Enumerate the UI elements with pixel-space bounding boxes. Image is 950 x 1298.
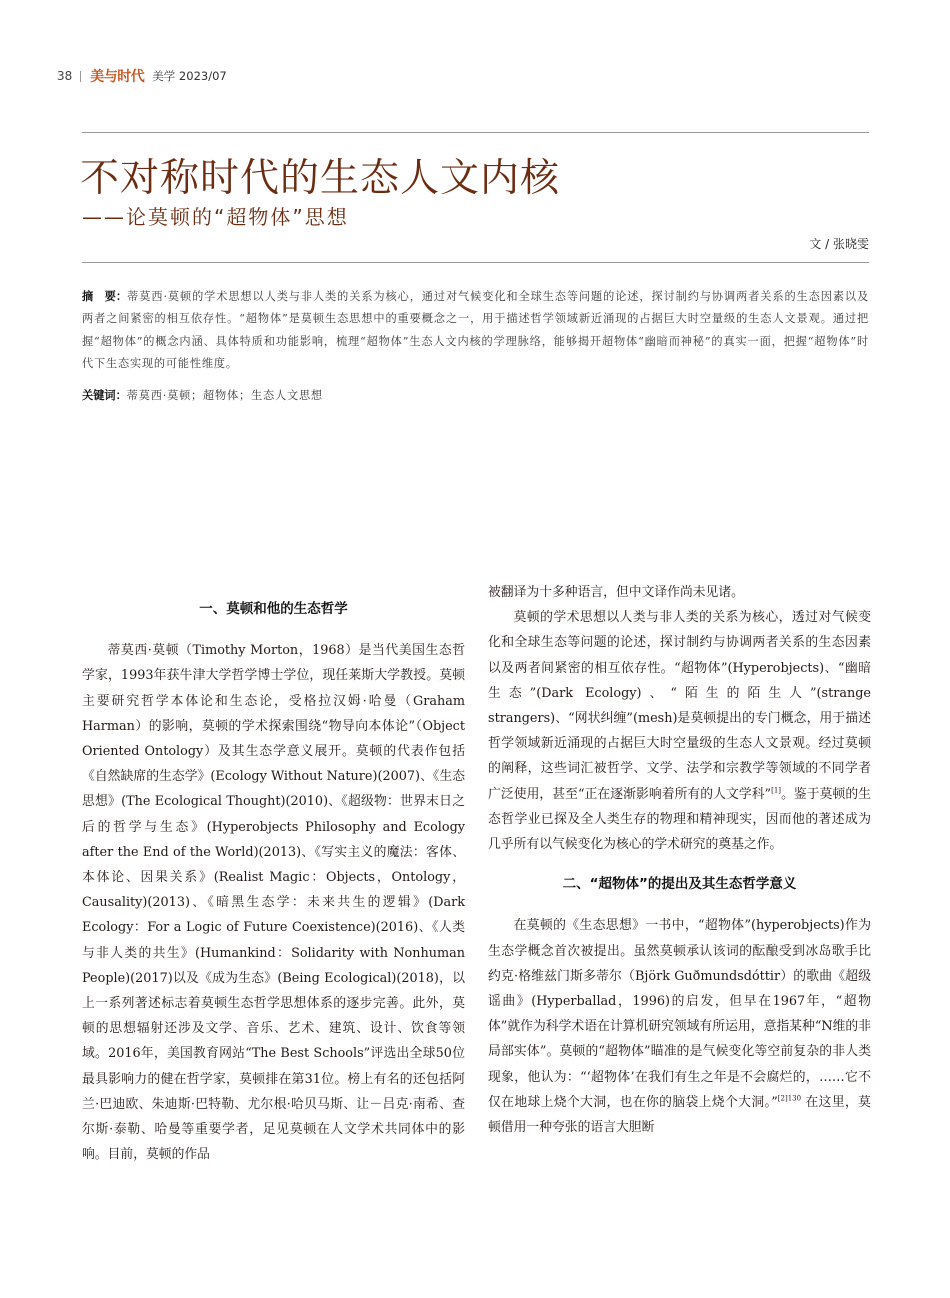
keywords	[82, 387, 323, 403]
citation-ref: [2]130	[777, 1094, 802, 1103]
paragraph-text: 。鉴于莫顿的生态哲学业已探及全人类生存的物理和精神现实，因而他的著述成为几乎所有以气候变化为核心的学术研究的奠基之作。	[488, 786, 871, 853]
left-column	[82, 580, 465, 1167]
keywords-label: 关键词：	[82, 389, 127, 402]
paragraph-text: 在这里，莫顿借用一种夸张的语言大胆断	[488, 1094, 871, 1136]
page-number: 38	[57, 69, 73, 83]
section-heading: 一、莫顿和他的生态哲学	[199, 601, 348, 617]
paragraph-text: 莫顿的学术思想以人类与非人类的关系为核心，透过对气候变化和全球生态等问题的论述，探讨制约与协调两者关系的生态因素以及两者间紧密的相互依存性。“超物体”(Hyperobjects)、“幽暗生态”(Dark Ecology)、“陌生的陌生人”(strange strangers)、“网状纠缠”(mesh)是莫顿提出的专门概念，用于描述哲学领域新近涌现的占据巨大时空量级的生态人文景观。经过莫顿的阐释，这些词汇被哲学、文学、法学和宗教学等领域的不同学者广泛使用，甚至“正在逐渐影响着所有的人文学科”	[488, 610, 871, 802]
body-paragraph: 被翻译为十多种语言，但中文译作尚未见诸。	[488, 585, 744, 600]
running-header	[57, 66, 227, 86]
author-rule	[82, 262, 869, 263]
abstract-label: 摘 要：	[82, 290, 128, 303]
issue-label: 美学 2023/07	[152, 69, 227, 83]
header-divider	[80, 71, 81, 82]
paragraph-text: 在莫顿的《生态思想》一书中，“超物体”(hyperobjects)作为生态学概念首次被提出。虽然莫顿承认该词的酝酿受到冰岛歌手比约克·格维兹门斯多蒂尔（Björk Guðmundsdóttir）的歌曲《超级谣曲》(Hyperballad，1996)的启发，但早在1967年，“超物体”就作为科学术语在计算机研究领域有所运用，意指某种“N维的非局部实体”。莫顿的“超物体”瞄准的是气候变化等空前复杂的非人类现象，他认为：“‘超物体’在我们有生之年是不会腐烂的，……它不仅在地球上烧个大洞，也在你的脑袋上烧个大洞。”	[488, 918, 871, 1110]
article-author: 文 / 张晓雯	[809, 237, 869, 251]
citation-ref: [1]	[771, 786, 782, 795]
section-heading: 二、“超物体”的提出及其生态哲学意义	[562, 876, 797, 893]
top-rule	[82, 132, 869, 133]
right-column	[488, 580, 871, 1140]
abstract-text: 蒂莫西·莫顿的学术思想以人类与非人类的关系为核心，通过对气候变化和全球生态等问题的论述，探讨制约与协调两者关系的生态因素以及两者之间紧密的相互依存性。“超物体”是莫顿生态思想中的重要概念之一，用于描述哲学领域新近涌现的占据巨大时空量级的生态人文景观。通过把握“超物体”的概念内涵、具体特质和功能影响，梳理“超物体”生态人文内核的学理脉络，能够揭开超物体“幽暗而神秘”的真实一面，把握“超物体”时代下生态实现的可能性维度。	[82, 290, 869, 370]
article-subtitle: ——论莫顿的“超物体”思想	[82, 205, 349, 229]
body-paragraph	[488, 913, 871, 1140]
body-paragraph	[488, 605, 871, 857]
keywords-text: 蒂莫西·莫顿；超物体；生态人文思想	[126, 389, 323, 402]
article-title: 不对称时代的生态人文内核	[80, 156, 561, 201]
body-paragraph: 蒂莫西·莫顿（Timothy Morton，1968）是当代美国生态哲学家，1993年获牛津大学哲学博士学位，现任莱斯大学教授。莫顿主要研究哲学本体论和生态论，受格拉汉姆·哈曼（Graham Harman）的影响，莫顿的学术探索围绕“物导向本体论”（Object Oriented Ontology）及其生态学意义展开。莫顿的代表作包括《自然缺席的生态学》(Ecology Without Nature)(2007)、《生态思想》(The Ecological Thought)(2010)、《超级物：世界末日之后的哲学与生态》(Hyperobjects Philosophy and Ecology after the End of the World)(2013)、《写实主义的魔法：客体、本体论、因果关系》(Realist Magic：Objects，Ontology，Causality)(2013)、《暗黑生态学：未来共生的逻辑》(Dark Ecology：For a Logic of Future Coexistence)(2016)、《人类与非人类的共生》(Humankind：Solidarity with Nonhuman People)(2017)以及《成为生态》(Being Ecological)(2018)，以上一系列著述标志着莫顿生态哲学思想体系的逐步完善。此外，莫顿的思想辐射还涉及文学、音乐、艺术、建筑、设计、饮食等领域。2016年，美国教育网站“The Best Schools”评选出全球50位最具影响力的健在哲学家，莫顿排在第31位。榜上有名的还包括阿兰·巴迪欧、朱迪斯·巴特勒、尤尔根·哈贝马斯、让－吕克·南希、查尔斯·泰勒、哈曼等重要学者，足见莫顿在人文学术共同体中的影响。目前，莫顿的作品	[82, 643, 465, 1163]
abstract	[82, 286, 869, 375]
journal-logo: 美与时代	[90, 69, 145, 85]
